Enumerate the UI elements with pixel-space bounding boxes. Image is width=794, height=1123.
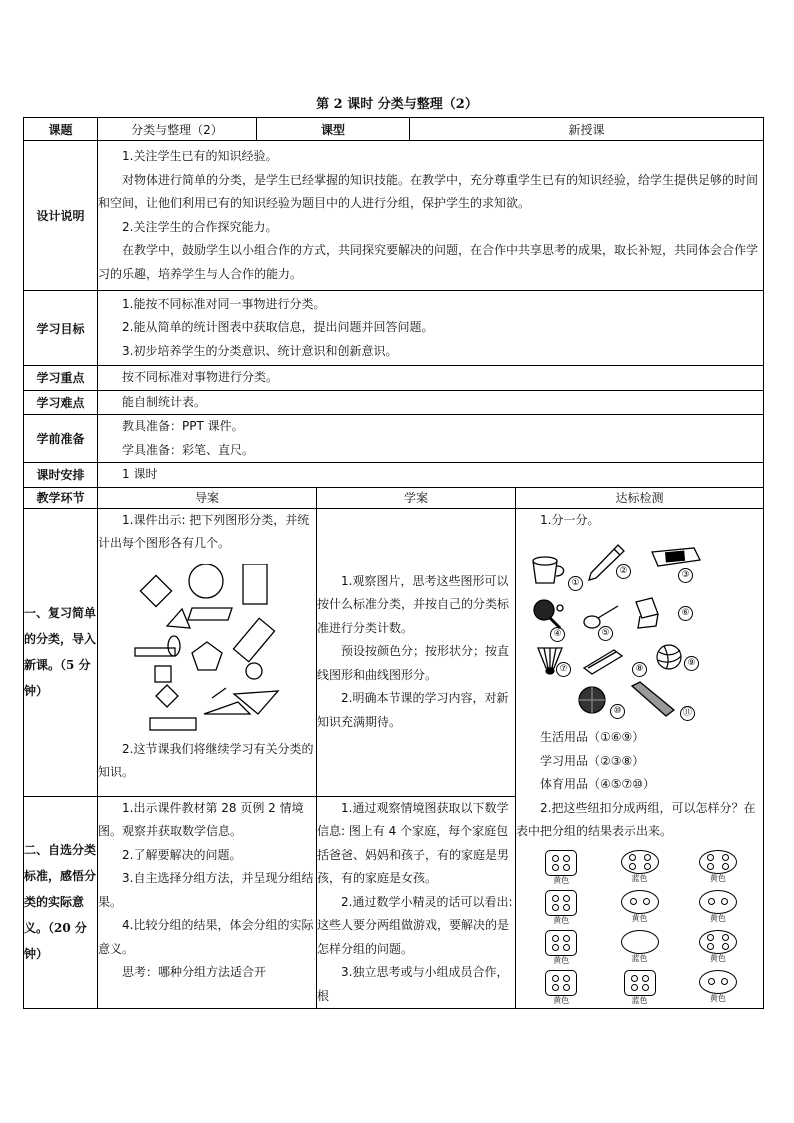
button-item [522, 890, 600, 926]
rectangle-shape [233, 618, 274, 661]
oval-button-icon [621, 930, 659, 954]
key-value: 按不同标准对事物进行分类。 [98, 366, 764, 391]
eraser-icon [646, 544, 704, 572]
shapes-svg [132, 564, 282, 734]
phase2-study [317, 796, 516, 1009]
hours-value: 1 课时 [98, 463, 764, 488]
design-content [98, 141, 764, 291]
prep-1: 教具准备：PPT 课件。 [122, 419, 244, 433]
col-phase: 教学环节 [24, 487, 98, 508]
square-button-icon [545, 970, 577, 996]
col-study: 学案 [317, 487, 516, 508]
phase2-guide-5: 思考：哪种分组方法适合开 [122, 965, 267, 979]
design-p4: 在教学中，鼓励学生以小组合作的方式，共同探究要解决的问题，在合作中共享思考的成果，取长补短，共同体会合作学习的乐趣，培养学生与人合作的能力。 [98, 243, 759, 281]
rectangle-shape [243, 564, 267, 604]
towel-icon [628, 596, 668, 632]
design-p1: 1.关注学生已有的知识经验。 [122, 149, 278, 163]
paddle-icon [530, 598, 570, 632]
check-q2: 2.把这些纽扣分成两组，可以怎样分？在表中把分组的结果表示出来。 [516, 800, 756, 838]
design-p3: 2.关注学生的合作探究能力。 [122, 219, 278, 234]
square-shape [155, 666, 171, 682]
topic-value: 分类与整理（2） [98, 118, 257, 141]
cup-icon [530, 556, 566, 586]
phase2-name: 二、自选分类标准，感悟分类的实际意义。（20 分钟） [24, 796, 98, 1009]
ruler-icon [628, 680, 678, 720]
button-caption: 黄色 [709, 913, 726, 923]
design-p2: 对物体进行简单的分类，是学生已经掌握的知识技能。在教学中，充分尊重学生已有的知识经验，给学生提供足够的时间和空间，让他们利用已有的知识经验为题目中的人进行分组，保护学生的求知欲。 [98, 172, 759, 210]
shapes-figure [98, 564, 316, 734]
goals-label: 学习目标 [24, 291, 98, 366]
square-button-icon [545, 890, 577, 916]
num-7: ⑦ [556, 662, 571, 677]
button-item [600, 850, 678, 886]
col-check: 达标检测 [516, 487, 764, 508]
button-caption: 蓝色 [631, 873, 648, 883]
check-life: 生活用品（①⑥⑨） [540, 730, 645, 744]
phase1-guide-1: 1.课件出示: 把下列图形分类，并统计出每个图形各有几个。 [98, 512, 310, 550]
type-value: 新授课 [410, 118, 764, 141]
button-item [679, 930, 757, 966]
line-shape [212, 688, 226, 698]
diamond-shape [156, 685, 178, 707]
num-6: ⑥ [678, 606, 693, 621]
items-figure [520, 534, 759, 724]
num-9: ⑨ [684, 656, 699, 671]
num-3: ③ [678, 568, 693, 583]
oval-shape [168, 636, 180, 656]
design-label: 设计说明 [24, 141, 98, 291]
button-item [679, 890, 757, 926]
phase1-study-2: 预设按颜色分；按形状分；按直线图形和曲线图形分。 [317, 644, 510, 682]
check-study: 学习用品（②③⑧） [540, 753, 645, 768]
button-item [600, 970, 678, 1006]
button-item [522, 850, 600, 886]
basketball-icon [576, 684, 610, 718]
phase2-guide-4: 4.比较分组的结果，体会分组的实际意义。 [98, 918, 314, 956]
num-4: ④ [550, 627, 565, 642]
page-title: 第 2 课时 分类与整理（2） [316, 97, 478, 112]
phase2-guide-1: 1.出示课件教材第 28 页例 2 情境图。观察并获取数学信息。 [98, 800, 304, 838]
prep-label: 学前准备 [24, 415, 98, 463]
button-item [679, 970, 757, 1006]
type-label: 课型 [257, 118, 410, 141]
yarn-ball-icon [654, 642, 688, 674]
phase2-study-1: 1.通过观察情境图获取以下数学信息: 图上有 4 个家庭，每个家庭包括爸爸、妈妈和孩子，有的家庭是男孩，有的家庭是女孩。 [317, 800, 510, 885]
num-2: ② [616, 564, 631, 579]
button-item [522, 930, 600, 966]
button-caption: 黄色 [553, 995, 570, 1005]
phase2-study-2: 2.通过数学小精灵的话可以看出: 这些人要分两组做游戏，要解决的是怎样分组的问题。 [317, 894, 513, 956]
check-content [516, 508, 764, 1009]
topic-label: 课题 [24, 118, 98, 141]
oval-button-icon [621, 890, 659, 914]
button-item [600, 890, 678, 926]
num-8: ⑧ [632, 662, 647, 677]
oval-button-icon [699, 970, 737, 994]
pentagon-shape [192, 642, 222, 670]
triangle-shape [204, 702, 250, 714]
button-caption: 黄色 [631, 913, 648, 923]
triangle-shape [167, 609, 190, 628]
goals-content [98, 291, 764, 366]
goal-3: 3.初步培养学生的分类意识、统计意识和创新意识。 [122, 343, 398, 358]
lesson-plan-table [23, 117, 764, 1009]
phase2-guide [98, 796, 317, 1009]
phase1-study-3: 2.明确本节课的学习内容，对新知识充满期待。 [317, 691, 509, 729]
pencil-case-icon [580, 646, 626, 676]
button-item [600, 930, 678, 966]
circle-shape [246, 663, 262, 679]
difficulty-value: 能自制统计表。 [98, 390, 764, 415]
phase2-guide-2: 2.了解要解决的问题。 [122, 847, 242, 862]
square-button-icon [545, 930, 577, 956]
button-caption: 黄色 [553, 875, 570, 885]
num-5: ⑤ [598, 626, 613, 641]
oval-button-icon [699, 930, 737, 954]
diamond-shape [140, 575, 171, 606]
check-q1: 1.分一分。 [540, 512, 600, 527]
triangle-shape [234, 691, 278, 714]
phase1-guide [98, 508, 317, 796]
goal-1: 1.能按不同标准对同一事物进行分类。 [122, 296, 326, 311]
phase1-study [317, 508, 516, 796]
button-caption: 黄色 [709, 953, 726, 963]
button-caption: 蓝色 [631, 953, 648, 963]
button-caption: 黄色 [553, 955, 570, 965]
circle-shape [189, 564, 223, 598]
prep-2: 学具准备：彩笔、直尺。 [122, 442, 255, 457]
phase1-study-1: 1.观察图片，思考这些图形可以按什么标准分类，并按自己的分类标准进行分类计数。 [317, 573, 510, 635]
phase1-name: 一、复习简单的分类，导入新课。（5 分钟） [24, 508, 98, 796]
rectangle-shape [150, 718, 196, 730]
oval-button-icon [699, 890, 737, 914]
square-button-icon [624, 970, 656, 996]
button-caption: 蓝色 [631, 995, 648, 1005]
check-sport: 体育用品（④⑤⑦⑩） [540, 777, 656, 791]
phase2-guide-3: 3.自主选择分组方法，并呈现分组结果。 [98, 871, 314, 909]
goal-2: 2.能从简单的统计图表中获取信息，提出问题并回答问题。 [122, 320, 434, 335]
button-caption: 黄色 [553, 915, 570, 925]
button-item [522, 970, 600, 1006]
difficulty-label: 学习难点 [24, 390, 98, 415]
num-1: ① [568, 576, 583, 591]
col-guide: 导案 [98, 487, 317, 508]
oval-button-icon [621, 850, 659, 874]
hours-label: 课时安排 [24, 463, 98, 488]
button-grid [522, 850, 757, 1006]
oval-button-icon [699, 850, 737, 874]
button-caption: 黄色 [709, 873, 726, 883]
prep-content [98, 415, 764, 463]
key-label: 学习重点 [24, 366, 98, 391]
square-button-icon [545, 850, 577, 876]
trapezoid-shape [188, 608, 232, 620]
num-10: ⑩ [610, 704, 625, 719]
phase1-guide-2: 2.这节课我们将继续学习有关分类的知识。 [98, 741, 314, 779]
button-caption: 黄色 [709, 993, 726, 1003]
num-11: ⑪ [680, 706, 695, 721]
phase2-study-3: 3.独立思考或与小组成员合作，根 [317, 965, 509, 1003]
button-item [679, 850, 757, 886]
